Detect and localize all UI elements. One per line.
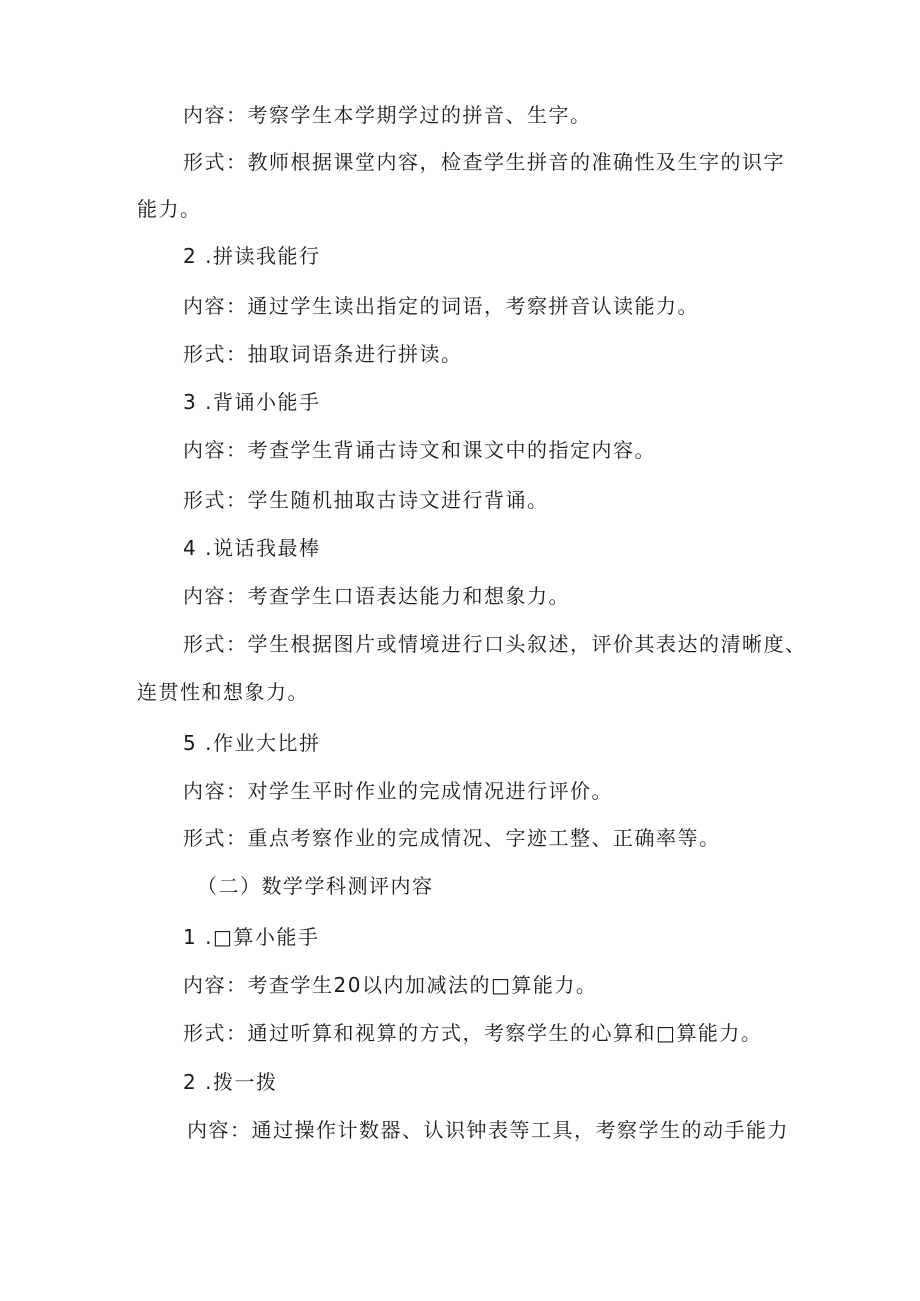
content-line-pinyin: 内容：考察学生本学期学过的拼音、生字。 [183, 103, 592, 127]
item-heading-5: 5 .作业大比拼 [183, 731, 321, 755]
form-line-pinyin-cont: 能力。 [137, 197, 202, 221]
math-form-line-calc: 形式：通过听算和视算的方式，考察学生的心算和□算能力。 [183, 1021, 763, 1045]
form-line-reading: 形式：抽取词语条进行拼读。 [183, 342, 463, 366]
content-line-homework: 内容：对学生平时作业的完成情况进行评价。 [183, 779, 613, 803]
math-item-heading-2: 2 .拨一拨 [183, 1070, 278, 1094]
math-content-line-operation: 内容：通过操作计数器、认识钟表等工具，考察学生的动手能力 [187, 1118, 789, 1142]
item-heading-2: 2 .拼读我能行 [183, 244, 321, 268]
form-line-speaking-cont: 连贯性和想象力。 [137, 680, 309, 704]
form-line-pinyin: 形式：教师根据课堂内容，检查学生拼音的准确性及生字的识字 [183, 150, 785, 174]
content-line-reading: 内容：通过学生读出指定的词语，考察拼音认读能力。 [183, 294, 699, 318]
content-line-speaking: 内容：考查学生口语表达能力和想象力。 [183, 584, 570, 608]
form-line-homework: 形式：重点考察作业的完成情况、字迹工整、正确率等。 [183, 826, 721, 850]
math-content-line-calc: 内容：考查学生20以内加减法的□算能力。 [183, 973, 598, 997]
math-item-heading-1: 1 .□算小能手 [183, 925, 320, 949]
section-heading-math: （二）数学学科测评内容 [197, 874, 434, 898]
item-heading-3: 3 .背诵小能手 [183, 390, 321, 414]
content-line-recitation: 内容：考查学生背诵古诗文和课文中的指定内容。 [183, 438, 656, 462]
form-line-recitation: 形式：学生随机抽取古诗文进行背诵。 [183, 488, 549, 512]
form-line-speaking: 形式：学生根据图片或情境进行口头叙述，评价其表达的清晰度、 [183, 632, 807, 656]
item-heading-4: 4 .说话我最棒 [183, 536, 321, 560]
